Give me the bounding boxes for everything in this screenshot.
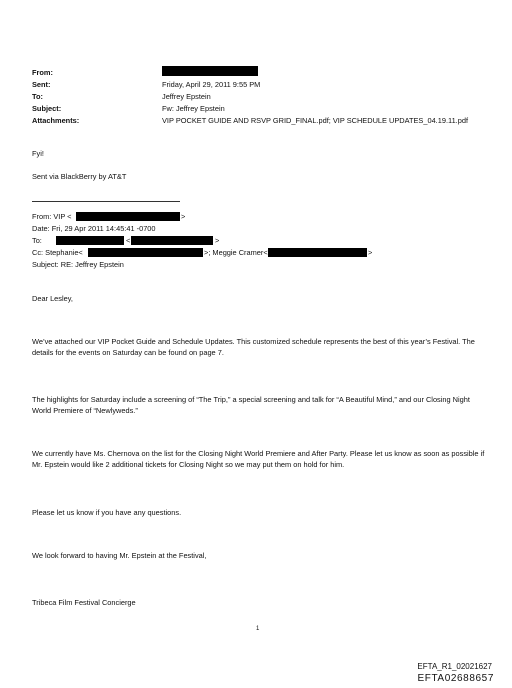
sent-value: Friday, April 29, 2011 9:55 PM xyxy=(162,80,261,89)
fyi-text: Fyi! xyxy=(32,149,44,158)
fwd-date: Date: Fri, 29 Apr 2011 14:45:41 -0700 xyxy=(32,224,156,233)
subject-label: Subject: xyxy=(32,104,62,113)
to-label: To: xyxy=(32,92,43,101)
fwd-to-mid: < xyxy=(126,236,131,245)
subject-value: Fw: Jeffrey Epstein xyxy=(162,104,225,113)
fwd-to-prefix: To: xyxy=(32,236,42,245)
redaction-fwd-from xyxy=(76,212,180,221)
greeting: Dear Lesley, xyxy=(32,294,73,303)
fwd-from-suffix: > xyxy=(181,212,186,221)
to-value: Jeffrey Epstein xyxy=(162,92,211,101)
footer-id-1: EFTA_R1_02021627 xyxy=(417,662,492,671)
redaction-fwd-cc-2 xyxy=(268,248,367,257)
fwd-cc-mid: >; Meggie Cramer< xyxy=(204,248,268,257)
paragraph-5: We look forward to having Mr. Epstein at the Festival, xyxy=(32,551,207,560)
paragraph-3: We currently have Ms. Chernova on the list for the Closing Night World Premiere and After Party. Please let us know as soon as possible if Mr. Epstein would like 2 additional tickets for Closing Night so we may put them on hold for him. xyxy=(32,449,485,469)
divider-line xyxy=(32,201,180,202)
fwd-from-prefix: From: VIP < xyxy=(32,212,72,221)
sent-via-text: Sent via BlackBerry by AT&T xyxy=(32,172,127,181)
attachments-label: Attachments: xyxy=(32,116,80,125)
signature: Tribeca Film Festival Concierge xyxy=(32,598,136,607)
fwd-to-suffix: > xyxy=(215,236,220,245)
redaction-fwd-to-2 xyxy=(131,236,213,245)
from-label: From: xyxy=(32,68,53,77)
paragraph-2: The highlights for Saturday include a screening of “The Trip,” a special screening and talk for “A Beautiful Mind,” and our Closing Night World Premiere of “Newlyweds.” xyxy=(32,395,470,415)
redaction-from xyxy=(162,66,258,76)
fwd-cc-prefix: Cc: Stephanie< xyxy=(32,248,83,257)
redaction-fwd-cc-1 xyxy=(88,248,203,257)
paragraph-1: We’ve attached our VIP Pocket Guide and Schedule Updates. This customized schedule represents the best of this year’s Festival. The details for the events on Saturday can be found on page 7. xyxy=(32,337,475,357)
fwd-subject: Subject: RE: Jeffrey Epstein xyxy=(32,260,124,269)
attachments-value: VIP POCKET GUIDE AND RSVP GRID_FINAL.pdf; VIP SCHEDULE UPDATES_04.19.11.pdf xyxy=(162,116,469,125)
sent-label: Sent: xyxy=(32,80,51,89)
footer-id-2: EFTA02688657 xyxy=(417,673,494,684)
redaction-fwd-to-1 xyxy=(56,236,124,245)
fwd-cc-suffix: > xyxy=(368,248,373,257)
page-number: 1 xyxy=(256,626,260,632)
paragraph-4: Please let us know if you have any questions. xyxy=(32,508,182,517)
